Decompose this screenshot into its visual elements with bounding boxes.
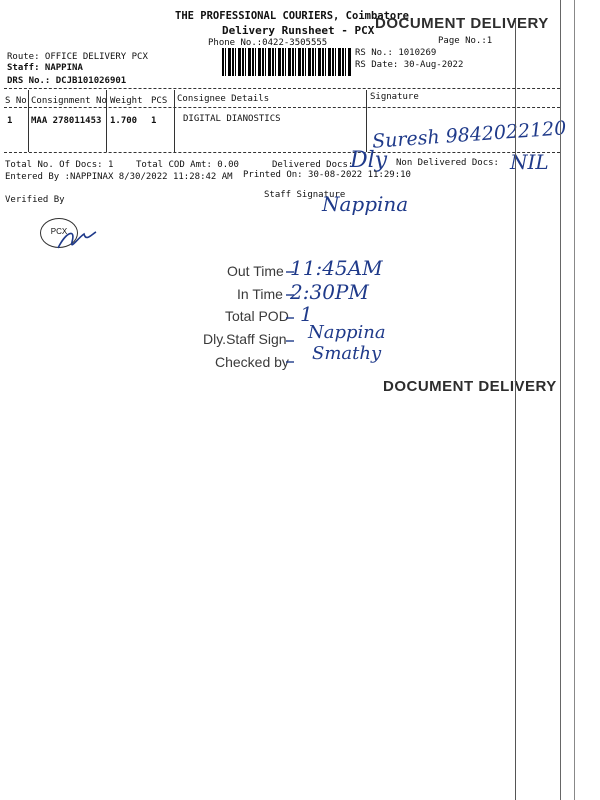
- row-sno: 1: [7, 116, 13, 126]
- in-time-label: In Time: [237, 286, 283, 302]
- rs-date: RS Date: 30-Aug-2022: [355, 60, 464, 70]
- staff: Staff: NAPPINA: [7, 63, 83, 73]
- verifier-signature-icon: [52, 218, 112, 258]
- phone-number: Phone No.:0422-3505555: [208, 38, 328, 48]
- drs-number: DRS No.: DCJB101026901: [7, 76, 127, 86]
- sheet-title: Delivery Runsheet - PCX: [222, 24, 375, 37]
- staff-sign-label: Dly.Staff Sign: [203, 331, 287, 347]
- col-header-weight: Weight: [110, 96, 143, 106]
- out-time-value: 11:45AM: [290, 256, 383, 280]
- route: Route: OFFICE DELIVERY PCX: [7, 52, 148, 62]
- col-header-consignee: Consignee Details: [177, 94, 270, 104]
- col-header-signature: Signature: [370, 92, 419, 102]
- col-header-pcs: PCS: [151, 96, 168, 106]
- row-consignee: DIGITAL DIANOSTICS: [183, 114, 281, 124]
- delivered-docs-handwritten: Dly: [350, 148, 388, 173]
- dash-marks: [280, 268, 310, 368]
- table-top-rule: [4, 88, 560, 89]
- col-header-consignment: Consignment No: [31, 96, 107, 106]
- barcode: [222, 48, 352, 76]
- total-docs: Total No. Of Docs: 1: [5, 160, 114, 170]
- stamp-top: DOCUMENT DELIVERY: [375, 15, 549, 32]
- staff-signature-handwritten: Nappina: [322, 192, 409, 216]
- out-time-label: Out Time: [227, 263, 284, 279]
- col-divider-1: [28, 90, 29, 152]
- non-delivered-handwritten: NIL: [510, 150, 549, 174]
- col-header-sno: S No: [5, 96, 27, 106]
- printed-on: Printed On: 30-08-2022 11:29:10: [243, 170, 411, 180]
- table-header-rule: [4, 107, 560, 108]
- checked-by-value: Smathy: [312, 343, 382, 364]
- page-number: Page No.:1: [438, 36, 493, 46]
- total-pod-label: Total POD: [225, 308, 289, 324]
- non-delivered-docs: Non Delivered Docs:: [396, 158, 499, 168]
- verified-by-label: Verified By: [5, 195, 65, 205]
- row-weight: 1.700: [110, 116, 138, 126]
- col-divider-4: [366, 90, 367, 152]
- in-time-value: 2:30PM: [290, 280, 369, 304]
- rs-number: RS No.: 1010269: [355, 48, 437, 58]
- receiver-signature: Suresh 9842022120: [371, 117, 568, 153]
- total-cod: Total COD Amt: 0.00: [136, 160, 239, 170]
- staff-signature-label: Staff Signature: [264, 190, 346, 200]
- col-divider-3: [174, 90, 175, 152]
- verifier-stamp-text: PCX: [50, 227, 68, 236]
- company-name: THE PROFESSIONAL COURIERS, Coimbatore: [175, 10, 409, 22]
- scan-line-1: [515, 20, 516, 800]
- scan-line-3: [574, 0, 575, 800]
- row-consignment: MAA 278011453: [31, 116, 102, 126]
- checked-by-label: Checked by: [215, 354, 289, 370]
- stamp-bottom: DOCUMENT DELIVERY: [383, 378, 557, 395]
- entered-by: Entered By :NAPPINAX 8/30/2022 11:28:42 AM: [5, 172, 233, 182]
- staff-sign-value: Nappina: [308, 322, 386, 343]
- delivered-docs: Delivered Docs:: [272, 160, 354, 170]
- total-pod-value: 1: [300, 302, 313, 326]
- table-bottom-rule: [4, 152, 560, 153]
- row-pcs: 1: [151, 116, 157, 126]
- scan-line-2: [560, 0, 561, 800]
